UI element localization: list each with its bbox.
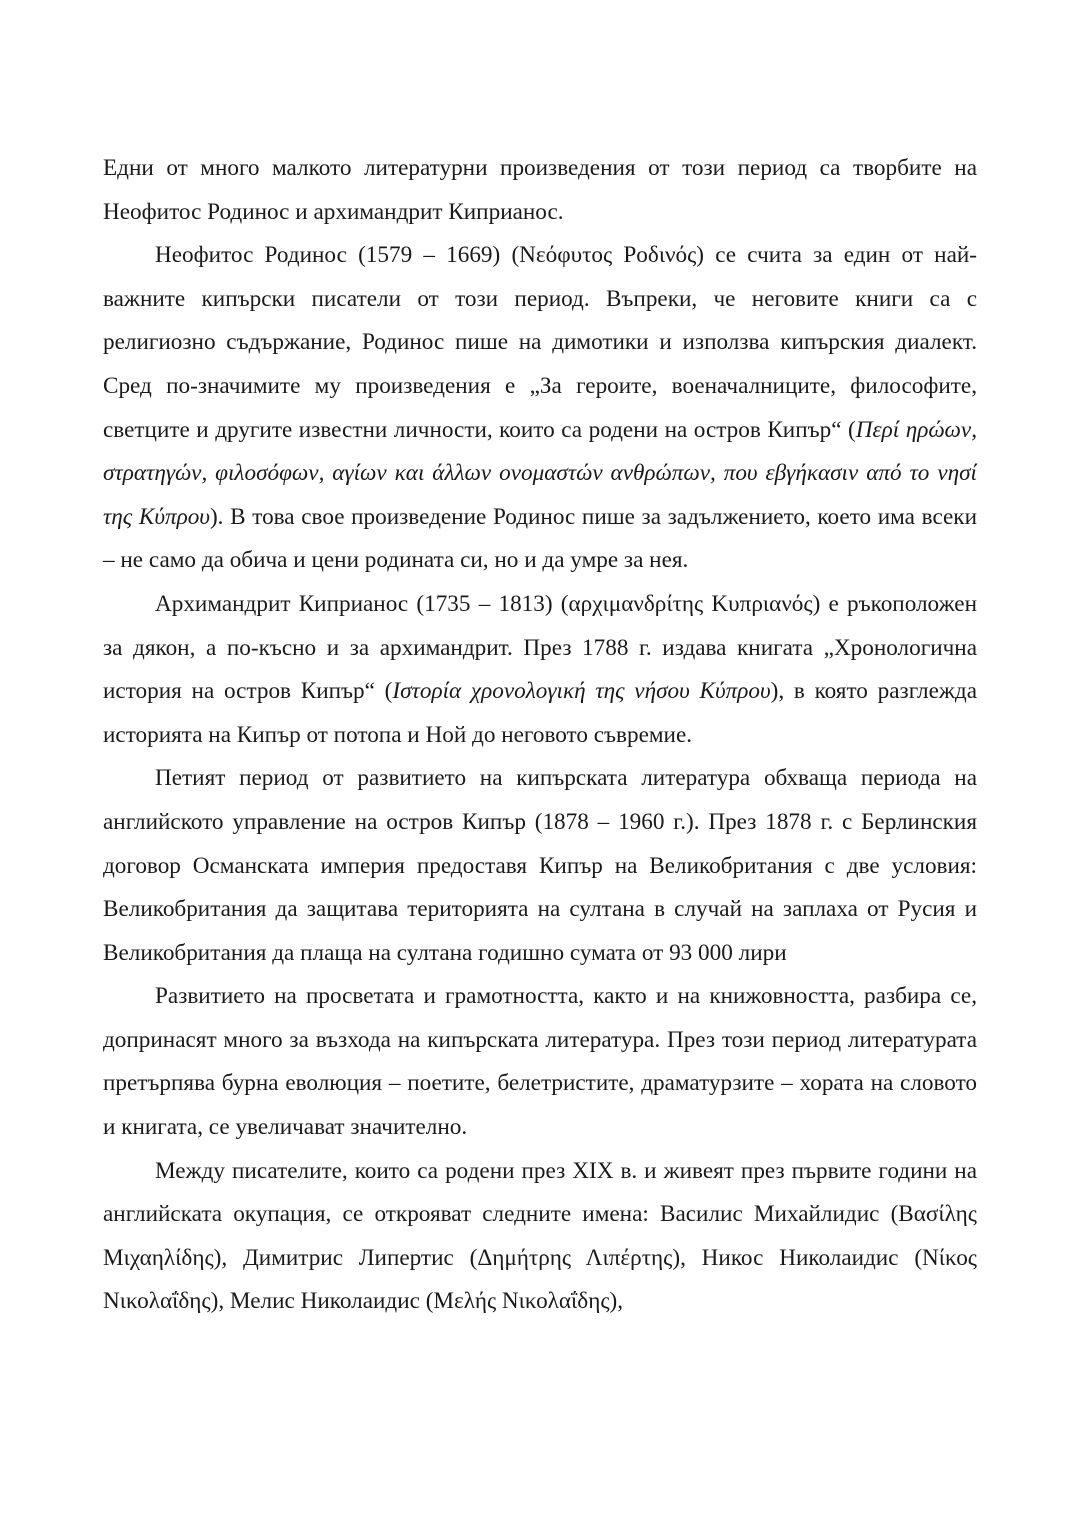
paragraph-5: Развитието на просветата и грамотността, както и на книжовността, разбира се, допринасят много за възхода на кипърската литература. През този период литературата претърпява бурна еволюция – поетите, белетристите, драматурзите – хората на словото и книгата, се увеличават значително. (103, 983, 977, 1141)
paragraph-6: Между писателите, които са родени през XIX в. и живеят през първите години на английската окупация, се открояват следните имена: Василис Михайлидис (Βασίλης Μιχαηλίδης), Димитрис Липертис (Δημήτρης Λιπέρτης), Никос Николаидис (Νίκος Νικολαΐδης), Мелис Николаидис (Μελής Νικολαΐδης), (103, 1157, 977, 1315)
paragraph-2-text-end: ). В това свое произведение Родинос пише за задължението, което има всеки – не само да обича и цени родината си, но и да умре за нея. (103, 503, 977, 574)
document-page (103, 147, 977, 1324)
paragraph-2-text: Неофитос Родинос (1579 – 1669) (Νεόφυτος Ροδινός) се счита за един от най-важните кипърски писатели от този период. Въпреки, че неговите книги са с религиозно съдържание, Родинос пише на димотики и използва кипърския диалект. Сред по-значимите му произведения е „За героите, военачалниците, философите, светците и другите известни личности, които са родени на остров Кипър“ ( (103, 242, 977, 443)
paragraph-4: Петият период от развитието на кипърската литература обхваща периода на английското управление на остров Кипър (1878 – 1960 г.). През 1878 г. с Берлинския договор Османската империя предоставя Кипър на Великобритания с две условия: Великобритания да защитава територията на султана в случай на заплаха от Русия и Великобритания да плаща на султана годишно сумата от 93 000 лири (103, 765, 977, 966)
paragraph-3-greek-title: Ιστορία χρονολογική της νήσου Κύπρου (392, 678, 771, 705)
paragraph-1: Едни от много малкото литературни произведения от този период са творбите на Неофитос Родинос и архимандрит Киприанос. (103, 155, 977, 225)
paragraph-2-greek-title: Περί ηρώων, στρατηγών, φιλοσόφων, αγίων και άλλων ονομαστών ανθρώπων, που εβγήκασιν από το νησί της Κύπρου (103, 416, 978, 530)
paragraph-3 (103, 583, 977, 757)
paragraph-3-text: Архимандрит Киприанос (1735 – 1813) (αρχιμανδρίτης Κυπριανός) е ръкоположен за дякон, а по-късно и за архимандрит. През 1788 г. издава книгата „Хронологична история на остров Кипър“ ( (103, 590, 977, 705)
paragraph-2 (103, 234, 977, 583)
paragraph-3-text-end: ), в която разглежда историята на Кипър от потопа и Ной до неговото съвремие. (103, 678, 977, 748)
